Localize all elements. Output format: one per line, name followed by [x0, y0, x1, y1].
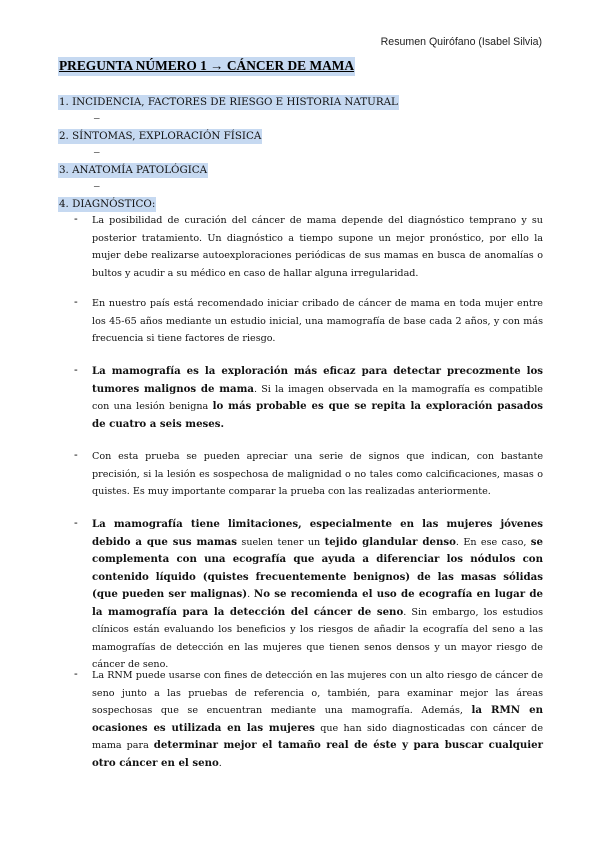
- bullet-dash: -: [74, 295, 78, 308]
- bold-run: La mamografía es la exploración más eficaz para detectar precozmente los tumores malignos de mama: [92, 365, 543, 395]
- page-title: PREGUNTA NÚMERO 1 → CÁNCER DE MAMA: [58, 57, 355, 76]
- bullet-paragraph-4: [58, 448, 543, 501]
- bullet-dash: -: [74, 212, 78, 225]
- bullet-paragraph-2: [58, 295, 543, 348]
- bold-run: determinar mejor el tamaño real de éste y para buscar cualquier otro cáncer en el seno: [92, 739, 543, 769]
- bullet-text: [92, 212, 543, 282]
- page-header: Resumen Quirófano (Isabel Silvia): [380, 36, 542, 48]
- bullet-dash: -: [74, 363, 78, 376]
- section-heading-4: 4. DIAGNÓSTICO:: [59, 198, 156, 210]
- bold-run: la RMN en ocasiones es utilizada en las mujeres: [92, 704, 543, 734]
- bold-run: La mamografía tiene limitaciones, especialmente en las mujeres jóvenes debido a que sus mamas: [92, 518, 543, 548]
- section-dash-1: –: [94, 112, 100, 124]
- bullet-text: [92, 516, 543, 674]
- section-heading-3: 3. ANATOMÍA PATOLÓGICA: [59, 164, 208, 176]
- bold-run: lo más probable es que se repita la exploración pasados de cuatro a seis meses.: [92, 400, 544, 430]
- text-run: que han sido diagnosticadas con cáncer de mama para: [92, 722, 543, 751]
- text-run: .: [247, 589, 254, 600]
- bullet-text: [92, 667, 543, 772]
- section-dash-3: –: [94, 180, 100, 192]
- bullet-paragraph-1: [58, 212, 543, 282]
- section-heading-1: 1. INCIDENCIA, FACTORES DE RIESGO E HISTORIA NATURAL: [59, 96, 398, 108]
- bold-run: No se recomienda el uso de ecografía en lugar de la mamografía para la detección del cáncer de seno: [92, 588, 543, 618]
- bold-run: se complementa con una ecografía que ayuda a diferenciar los nódulos con contenido líquido (quistes frecuentemente benignos) de las masas sólidas (que pueden ser malignas): [92, 535, 543, 600]
- text-run: En nuestro país está recomendado iniciar cribado de cáncer de mama en toda mujer entre los 45-65 años mediante un estudio inicial, una mamografía de base cada 2 años, y con más frecuencia si tiene factores de riesgo.: [92, 298, 543, 344]
- bullet-paragraph-3: [58, 363, 543, 433]
- text-run: La RNM puede usarse con fines de detección en las mujeres con un alto riesgo de cáncer de seno junto a las pruebas de referencia o, también, para examinar mejor las áreas sospechosas que se encuentran mediante una mamografía. Además,: [92, 670, 543, 716]
- bullet-dash: -: [74, 516, 78, 529]
- bold-run: tejido glandular denso: [324, 535, 456, 548]
- section-heading-2: 2. SÍNTOMAS, EXPLORACIÓN FÍSICA: [59, 130, 262, 142]
- bullet-paragraph-5: [58, 516, 543, 674]
- text-run: . En ese caso,: [455, 536, 531, 548]
- bullet-text: [92, 363, 543, 433]
- text-run: . Si la imagen observada en la mamografía es compatible con una lesión benigna: [92, 383, 543, 412]
- text-run: . Sin embargo, los estudios clínicos están evaluando los beneficios y los riesgos de añadir la ecografía del seno a las mamografías de detección en las mujeres que tienen senos densos y un mayor riesgo de cáncer de seno.: [92, 606, 543, 670]
- bullet-dash: -: [74, 667, 78, 680]
- text-run: Con esta prueba se pueden apreciar una serie de signos que indican, con bastante precisión, si la lesión es sospechosa de malignidad o no tales como calcificaciones, masas o quistes. Es muy importante comparar la prueba con las realizadas anteriormente.: [92, 451, 543, 497]
- bullet-paragraph-6: [58, 667, 543, 772]
- section-dash-2: –: [94, 146, 100, 158]
- bullet-dash: -: [74, 448, 78, 461]
- bullet-text: [92, 295, 543, 348]
- text-run: La posibilidad de curación del cáncer de mama depende del diagnóstico temprano y su posterior tratamiento. Un diagnóstico a tiempo supone un mejor pronóstico, por ello la mujer debe realizarse autoexploraciones periódicas de sus mamas en busca de anomalías o bultos y acudir a su médico en caso de hallar alguna irregularidad.: [92, 215, 543, 279]
- text-run: .: [218, 757, 222, 769]
- bullet-text: [92, 448, 543, 501]
- text-run: suelen tener un: [237, 536, 325, 548]
